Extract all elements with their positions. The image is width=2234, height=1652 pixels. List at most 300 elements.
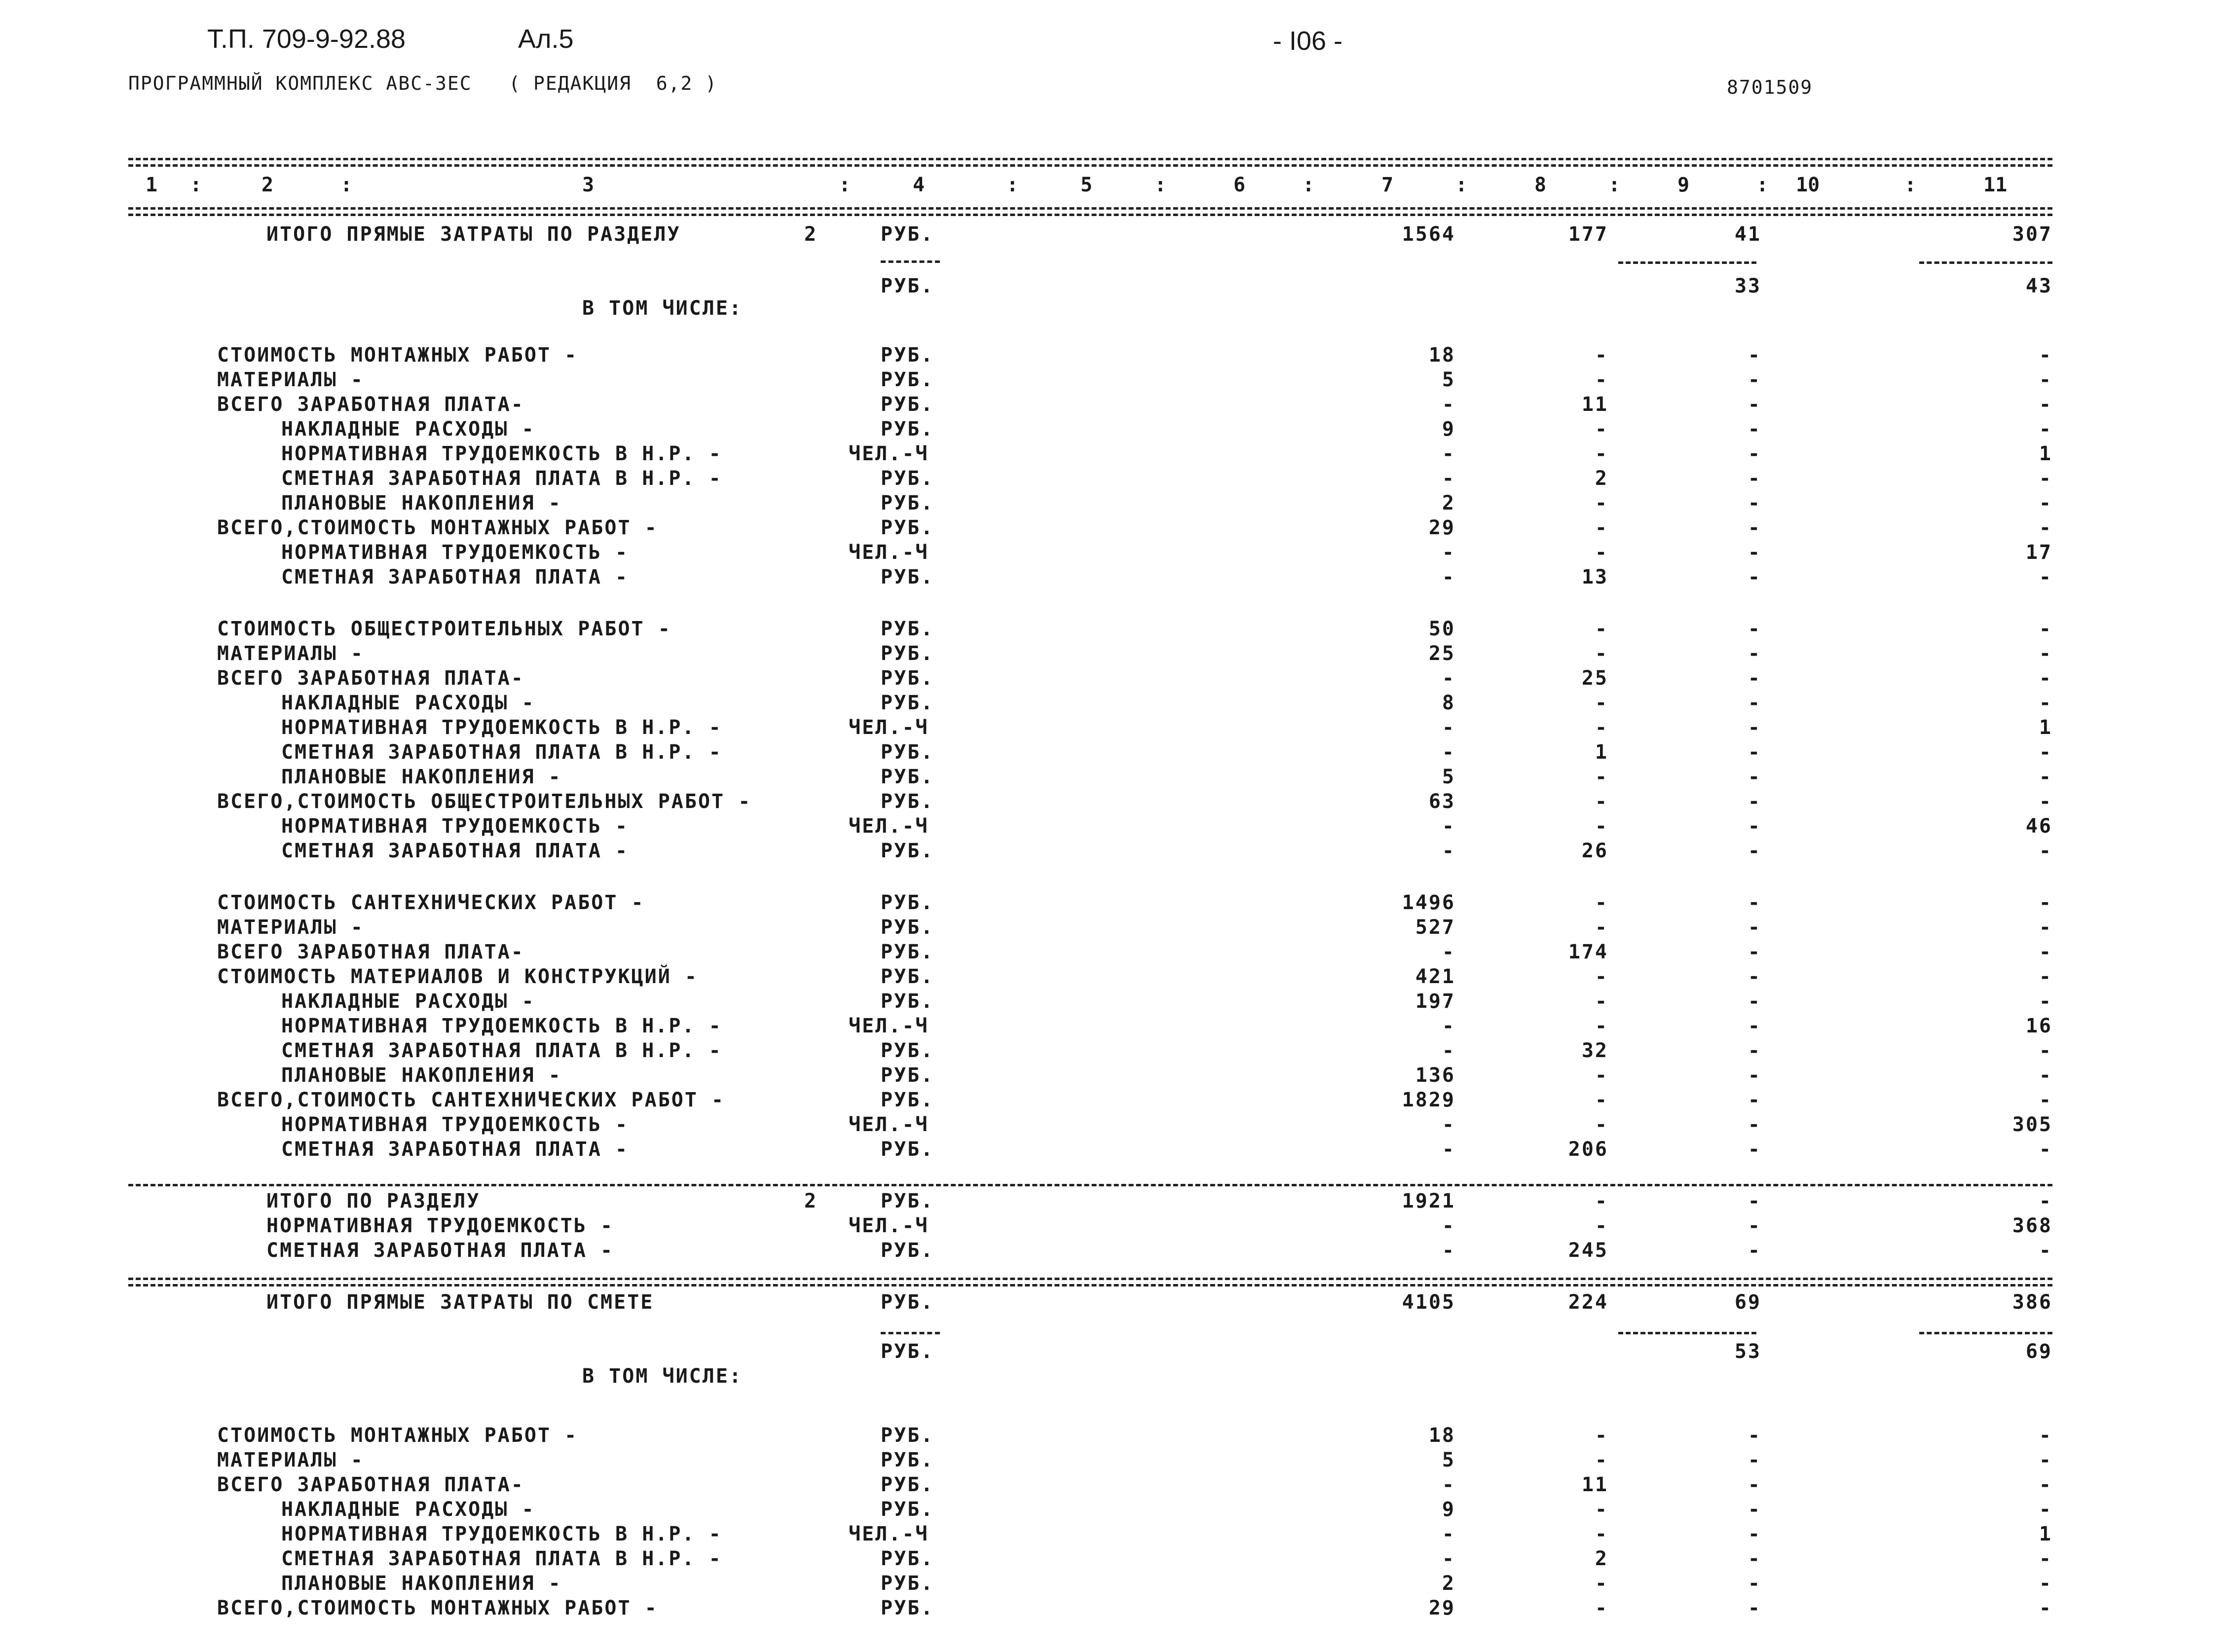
col11-value: - [2039,1239,2052,1262]
col8-value: 177 [1568,223,1608,246]
col11-value: - [2039,965,2052,988]
col8-value: 11 [1581,1473,1608,1496]
row-description: МАТЕРИАЛЫ - [217,368,364,391]
column-number: 7 [1381,174,1394,196]
unit-cell: РУБ. [881,990,934,1013]
unit-cell: РУБ. [881,1473,934,1496]
col7-value: 197 [1415,990,1455,1013]
column-separator: : [839,174,851,196]
col7-value: 25 [1428,642,1455,665]
col7-value: - [1442,1113,1455,1136]
col8-value: - [1595,990,1608,1013]
col8-value: - [1595,891,1608,914]
col7-value: 5 [1442,766,1455,788]
col11-value: - [2039,766,2052,788]
col7-value: - [1442,442,1455,465]
unit-cell: РУБ. [881,941,934,963]
col11-value: - [2039,1089,2052,1111]
col9-value: - [1748,1015,1761,1037]
col9-underline [1618,261,1756,264]
row-description: ПЛАНОВЫЕ НАКОПЛЕНИЯ - [281,766,562,788]
col7-value: - [1442,1015,1455,1037]
col11-underline [1919,1332,2052,1334]
unit-cell: РУБ. [881,667,934,690]
col8-value: - [1595,1523,1608,1545]
col9-value: - [1748,716,1761,739]
col9-value: 69 [1734,1291,1761,1314]
col11-value: - [2039,1473,2052,1496]
col7-value: 29 [1428,1597,1455,1619]
col9-value: - [1748,840,1761,862]
row-description: НАКЛАДНЫЕ РАСХОДЫ - [281,692,535,714]
row-description: СМЕТНАЯ ЗАРАБОТНАЯ ПЛАТА - [281,1138,629,1161]
row-description: СТОИМОСТЬ ОБЩЕСТРОИТЕЛЬНЫХ РАБОТ - [217,618,671,640]
col9-value: - [1748,1064,1761,1087]
row-description: СМЕТНАЯ ЗАРАБОТНАЯ ПЛАТА В Н.Р. - [281,1547,722,1570]
col11-value: - [2039,618,2052,640]
col7-value: 18 [1428,1424,1455,1447]
col11-value: - [2039,1547,2052,1570]
col7-value: - [1442,1214,1455,1237]
col9-value: - [1748,1597,1761,1619]
col7-value: - [1442,1473,1455,1496]
col9-value: - [1748,344,1761,367]
unit-cell: ЧЕЛ.-Ч [849,815,929,838]
col11-value: 305 [2012,1113,2052,1136]
col7-value: 421 [1415,965,1455,988]
unit-cell: РУБ. [881,692,934,714]
row-description: НАКЛАДНЫЕ РАСХОДЫ - [281,418,535,441]
unit-cell: РУБ. [881,368,934,391]
unit-cell: РУБ. [881,1340,934,1363]
unit-cell: РУБ. [881,741,934,764]
col8-value: - [1595,1572,1608,1595]
col9-value: - [1748,642,1761,665]
unit-cell: РУБ. [881,467,934,490]
col11-value: - [2039,840,2052,862]
col9-value: - [1748,692,1761,714]
row-description: СТОИМОСТЬ САНТЕХНИЧЕСКИХ РАБОТ - [217,891,645,914]
unit-cell: ЧЕЛ.-Ч [849,1214,929,1237]
row-description: НОРМАТИВНАЯ ТРУДОЕМКОСТЬ В Н.Р. - [281,442,722,465]
col11-value: 386 [2012,1291,2052,1314]
col9-value: - [1748,667,1761,690]
row-description: НОРМАТИВНАЯ ТРУДОЕМКОСТЬ - [281,815,629,838]
col9-value: - [1748,1239,1761,1262]
row-description: СМЕТНАЯ ЗАРАБОТНАЯ ПЛАТА - [266,1239,614,1262]
unit-cell: ЧЕЛ.-Ч [849,1523,929,1545]
row-description: СТОИМОСТЬ МОНТАЖНЫХ РАБОТ - [217,1424,578,1447]
col8-value: - [1595,642,1608,665]
col7-value: 527 [1415,916,1455,939]
col11-value: 16 [2025,1015,2052,1037]
col7-value: 5 [1442,368,1455,391]
unit-cell: РУБ. [881,223,934,246]
unit-cell: РУБ. [881,1498,934,1521]
col11-value: - [2039,1449,2052,1471]
row-description: СМЕТНАЯ ЗАРАБОТНАЯ ПЛАТА В Н.Р. - [281,467,722,490]
unit-cell: РУБ. [881,492,934,514]
unit-cell: РУБ. [881,965,934,988]
row-description: ПЛАНОВЫЕ НАКОПЛЕНИЯ - [281,1064,562,1087]
col9-underline [1618,1332,1756,1334]
row-description: ИТОГО ПРЯМЫЕ ЗАТРАТЫ ПО РАЗДЕЛУ [266,223,681,246]
col11-value: - [2039,1572,2052,1595]
col11-value: - [2039,916,2052,939]
col8-value: - [1595,1064,1608,1087]
col11-value: 46 [2025,815,2052,838]
col9-value: - [1748,492,1761,514]
unit-cell: ЧЕЛ.-Ч [849,1015,929,1037]
col7-value: - [1442,1547,1455,1570]
col11-value: - [2039,1597,2052,1619]
col11-value: 1 [2039,716,2052,739]
col11-value: - [2039,467,2052,490]
col11-value: - [2039,642,2052,665]
column-separator: : [340,174,353,196]
unit-cell: ЧЕЛ.-Ч [849,442,929,465]
col7-value: - [1442,566,1455,588]
col9-value: - [1748,1039,1761,1062]
col9-value: - [1748,1113,1761,1136]
column-number: 5 [1080,174,1093,196]
col8-value: - [1595,618,1608,640]
album-label: Ал.5 [518,24,574,54]
unit-cell: РУБ. [881,891,934,914]
col9-value: - [1748,1547,1761,1570]
col9-value: - [1748,618,1761,640]
estimate-total-rule [128,1278,2052,1286]
column-number: 6 [1233,174,1246,196]
col9-value: - [1748,766,1761,788]
row-description: ВСЕГО,СТОИМОСТЬ ОБЩЕСТРОИТЕЛЬНЫХ РАБОТ - [217,790,752,813]
row-description: СМЕТНАЯ ЗАРАБОТНАЯ ПЛАТА В Н.Р. - [281,741,722,764]
col7-value: - [1442,815,1455,838]
col8-value: 174 [1568,941,1608,963]
col11-value: - [2039,1039,2052,1062]
col8-value: 11 [1581,393,1608,416]
row-description: МАТЕРИАЛЫ - [217,916,364,939]
col9-value: - [1748,566,1761,588]
col8-value: - [1595,1424,1608,1447]
row-description: НАКЛАДНЫЕ РАСХОДЫ - [281,990,535,1013]
col7-value: - [1442,716,1455,739]
col8-value: - [1595,766,1608,788]
column-separator: : [1608,174,1621,196]
column-separator: : [1756,174,1769,196]
col7-value: 1921 [1402,1190,1455,1212]
col7-value: - [1442,467,1455,490]
unit-cell: РУБ. [881,1424,934,1447]
col11-underline [1919,261,2052,264]
unit-cell: РУБ. [881,344,934,367]
unit-cell: РУБ. [881,393,934,416]
col8-value: 25 [1581,667,1608,690]
column-separator: : [1154,174,1167,196]
col9-value: - [1748,368,1761,391]
unit-underline [881,260,940,263]
col8-value: - [1595,418,1608,441]
row-description: МАТЕРИАЛЫ - [217,1449,364,1471]
unit-cell: РУБ. [881,618,934,640]
col9-value: - [1748,442,1761,465]
col9-value: 53 [1734,1340,1761,1363]
row-description: СТОИМОСТЬ МОНТАЖНЫХ РАБОТ - [217,344,578,367]
col7-value: 5 [1442,1449,1455,1471]
row-description: СМЕТНАЯ ЗАРАБОТНАЯ ПЛАТА В Н.Р. - [281,1039,722,1062]
col9-value: - [1748,541,1761,564]
col8-value: - [1595,442,1608,465]
col11-value: - [2039,344,2052,367]
header-top-rule [128,158,2052,167]
column-number: 4 [913,174,925,196]
col11-value: - [2039,941,2052,963]
col11-value: - [2039,1064,2052,1087]
col11-value: - [2039,368,2052,391]
col9-value: - [1748,990,1761,1013]
col11-value: - [2039,1138,2052,1161]
col9-value: - [1748,1498,1761,1521]
col8-value: - [1595,1498,1608,1521]
unit-cell: РУБ. [881,275,934,297]
col7-value: 63 [1428,790,1455,813]
col8-value: 245 [1568,1239,1608,1262]
col9-value: - [1748,941,1761,963]
col9-value: - [1748,418,1761,441]
col8-value: - [1595,516,1608,539]
col9-value: - [1748,1523,1761,1545]
col8-value: - [1595,1597,1608,1619]
col7-value: 8 [1442,692,1455,714]
row-description: В ТОМ ЧИСЛЕ: [582,297,743,320]
unit-cell: ЧЕЛ.-Ч [849,1113,929,1136]
section-total-rule [128,1184,2052,1186]
col7-value: 2 [1442,1572,1455,1595]
col11-value: - [2039,492,2052,514]
col7-value: 9 [1442,418,1455,441]
column-number: 1 [146,174,158,196]
col8-value: 26 [1581,840,1608,862]
col7-value: 1829 [1402,1089,1455,1111]
col8-value: - [1595,1015,1608,1037]
col11-value: - [2039,891,2052,914]
col8-value: - [1595,692,1608,714]
col11-value: - [2039,1498,2052,1521]
col7-value: 50 [1428,618,1455,640]
unit-cell: РУБ. [881,418,934,441]
col7-value: - [1442,1138,1455,1161]
col7-value: 1496 [1402,891,1455,914]
section-number: 2 [804,1190,818,1212]
col7-value: - [1442,1039,1455,1062]
column-number: 3 [582,174,595,196]
col9-value: - [1748,916,1761,939]
col9-value: - [1748,1089,1761,1111]
document-reference: Т.П. 709-9-92.88 [207,24,406,54]
col7-value: - [1442,1523,1455,1545]
row-description: НАКЛАДНЫЕ РАСХОДЫ - [281,1498,535,1521]
column-number: 2 [261,174,274,196]
row-description: НОРМАТИВНАЯ ТРУДОЕМКОСТЬ - [281,1113,629,1136]
row-description: ИТОГО ПРЯМЫЕ ЗАТРАТЫ ПО СМЕТЕ [266,1291,654,1314]
col9-value: - [1748,1449,1761,1471]
col7-value: 18 [1428,344,1455,367]
col8-value: - [1595,965,1608,988]
col8-value: 206 [1568,1138,1608,1161]
col8-value: - [1595,368,1608,391]
col8-value: - [1595,815,1608,838]
row-description: ВСЕГО ЗАРАБОТНАЯ ПЛАТА- [217,941,524,963]
col8-value: - [1595,790,1608,813]
col9-value: 41 [1734,223,1761,246]
col11-value: - [2039,1424,2052,1447]
col8-value: - [1595,492,1608,514]
col7-value: 136 [1415,1064,1455,1087]
col11-value: 1 [2039,1523,2052,1545]
col8-value: 32 [1581,1039,1608,1062]
column-separator: : [1303,174,1315,196]
unit-cell: РУБ. [881,1449,934,1471]
col8-value: - [1595,1113,1608,1136]
row-description: ВСЕГО,СТОИМОСТЬ САНТЕХНИЧЕСКИХ РАБОТ - [217,1089,725,1111]
col9-value: - [1748,1190,1761,1212]
unit-cell: РУБ. [881,1597,934,1619]
col7-value: - [1442,393,1455,416]
row-description: ИТОГО ПО РАЗДЕЛУ [266,1190,481,1212]
col9-value: - [1748,790,1761,813]
page-number: - I06 - [1273,26,1343,56]
unit-cell: РУБ. [881,642,934,665]
col11-value: - [2039,1190,2052,1212]
column-number: 10 [1796,174,1820,196]
col7-value: - [1442,1239,1455,1262]
col7-value: 9 [1442,1498,1455,1521]
col9-value: - [1748,1214,1761,1237]
col9-value: 33 [1734,275,1761,297]
col8-value: - [1595,1089,1608,1111]
header-bottom-rule [128,207,2052,216]
column-separator: : [1455,174,1468,196]
row-description: НОРМАТИВНАЯ ТРУДОЕМКОСТЬ В Н.Р. - [281,1015,722,1037]
column-number: 8 [1534,174,1547,196]
unit-cell: РУБ. [881,916,934,939]
unit-cell: РУБ. [881,1547,934,1570]
col8-value: - [1595,916,1608,939]
row-description: НОРМАТИВНАЯ ТРУДОЕМКОСТЬ - [281,541,629,564]
col11-value: - [2039,990,2052,1013]
unit-cell: РУБ. [881,790,934,813]
col8-value: - [1595,1190,1608,1212]
col9-value: - [1748,741,1761,764]
col8-value: - [1595,1214,1608,1237]
col11-value: 1 [2039,442,2052,465]
col8-value: 2 [1595,1547,1608,1570]
col7-value: 4105 [1402,1291,1455,1314]
col11-value: - [2039,566,2052,588]
col9-value: - [1748,1138,1761,1161]
row-description: ПЛАНОВЫЕ НАКОПЛЕНИЯ - [281,1572,562,1595]
col11-value: 69 [2025,1340,2052,1363]
col9-value: - [1748,516,1761,539]
col11-value: - [2039,516,2052,539]
col7-value: - [1442,667,1455,690]
unit-cell: РУБ. [881,1239,934,1262]
col9-value: - [1748,1572,1761,1595]
unit-cell: РУБ. [881,766,934,788]
col11-value: - [2039,393,2052,416]
col7-value: 2 [1442,492,1455,514]
unit-cell: РУБ. [881,1039,934,1062]
col11-value: 368 [2012,1214,2052,1237]
unit-cell: РУБ. [881,1291,934,1314]
row-description: ПЛАНОВЫЕ НАКОПЛЕНИЯ - [281,492,562,514]
col11-value: 17 [2025,541,2052,564]
row-description: НОРМАТИВНАЯ ТРУДОЕМКОСТЬ В Н.Р. - [281,716,722,739]
row-description: ВСЕГО,СТОИМОСТЬ МОНТАЖНЫХ РАБОТ - [217,516,658,539]
col8-value: - [1595,1449,1608,1471]
unit-cell: РУБ. [881,1089,934,1111]
col9-value: - [1748,815,1761,838]
col8-value: 13 [1581,566,1608,588]
col7-value: - [1442,941,1455,963]
row-description: СМЕТНАЯ ЗАРАБОТНАЯ ПЛАТА - [281,566,629,588]
col9-value: - [1748,965,1761,988]
row-description: ВСЕГО,СТОИМОСТЬ МОНТАЖНЫХ РАБОТ - [217,1597,658,1619]
col8-value: 224 [1568,1291,1608,1314]
program-header: ПРОГРАММНЫЙ КОМПЛЕКС АВС-3ЕС ( РЕДАКЦИЯ 6,2 ) [128,73,718,94]
column-separator: : [190,174,202,196]
col8-value: 1 [1595,741,1608,764]
row-description: МАТЕРИАЛЫ - [217,642,364,665]
row-description: В ТОМ ЧИСЛЕ: [582,1365,743,1388]
col11-value: 43 [2025,275,2052,297]
unit-cell: ЧЕЛ.-Ч [849,541,929,564]
col8-value: - [1595,344,1608,367]
col9-value: - [1748,467,1761,490]
col11-value: - [2039,418,2052,441]
section-number: 2 [804,223,818,246]
unit-cell: РУБ. [881,1138,934,1161]
col11-value: - [2039,790,2052,813]
col7-value: 29 [1428,516,1455,539]
unit-cell: РУБ. [881,840,934,862]
unit-underline [881,1332,940,1334]
unit-cell: РУБ. [881,516,934,539]
column-separator: : [1006,174,1019,196]
col7-value: - [1442,741,1455,764]
col9-value: - [1748,1473,1761,1496]
row-description: СТОИМОСТЬ МАТЕРИАЛОВ И КОНСТРУКЦИЙ - [217,965,698,988]
col11-value: - [2039,692,2052,714]
col11-value: 307 [2012,223,2052,246]
document-code: 8701509 [1727,76,1813,98]
col8-value: 2 [1595,467,1608,490]
column-number: 11 [1983,174,2008,196]
unit-cell: РУБ. [881,1572,934,1595]
unit-cell: РУБ. [881,566,934,588]
col11-value: - [2039,741,2052,764]
row-description: НОРМАТИВНАЯ ТРУДОЕМКОСТЬ - [266,1214,614,1237]
row-description: ВСЕГО ЗАРАБОТНАЯ ПЛАТА- [217,393,524,416]
unit-cell: РУБ. [881,1064,934,1087]
col7-value: - [1442,840,1455,862]
col11-value: - [2039,667,2052,690]
column-separator: : [1904,174,1917,196]
row-description: ВСЕГО ЗАРАБОТНАЯ ПЛАТА- [217,1473,524,1496]
row-description: ВСЕГО ЗАРАБОТНАЯ ПЛАТА- [217,667,524,690]
col7-value: - [1442,541,1455,564]
col9-value: - [1748,1424,1761,1447]
